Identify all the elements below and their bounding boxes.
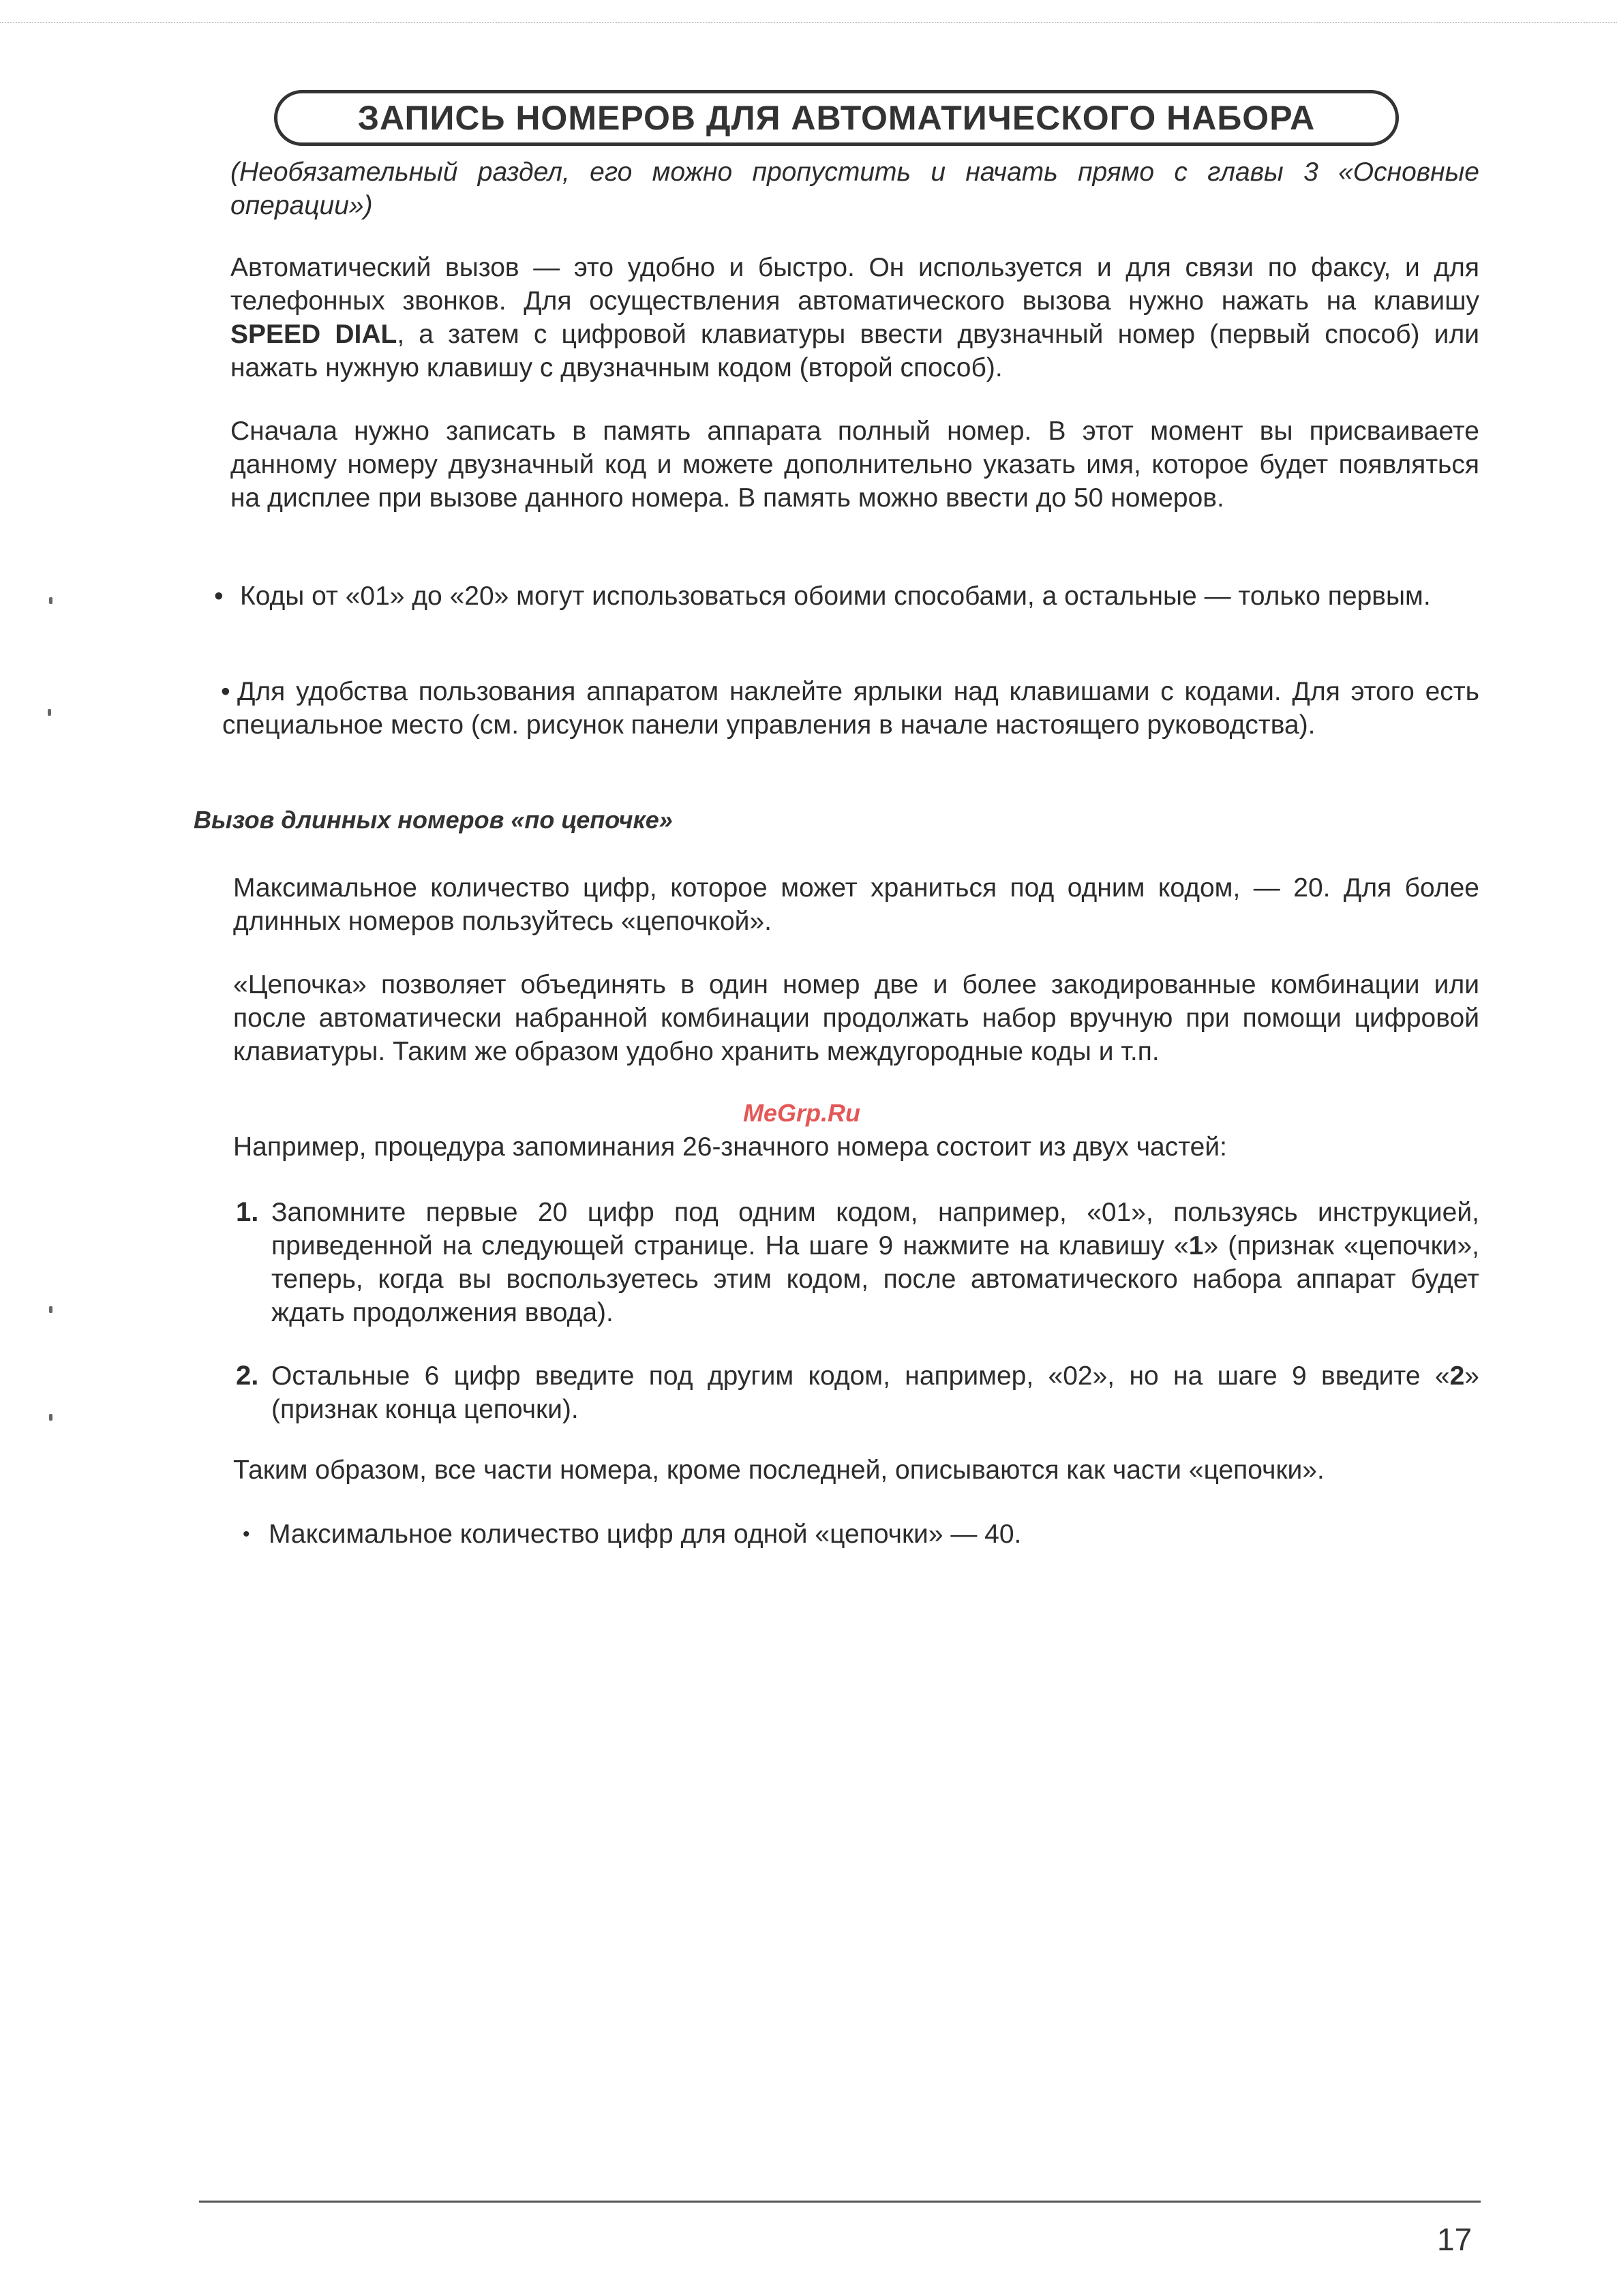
bullet-dot: • <box>243 1523 250 1545</box>
speed-dial-key-label: SPEED DIAL <box>230 320 397 349</box>
scan-speck <box>49 1414 52 1421</box>
step-2-text-b: » (признак конца цепочки). <box>271 1361 1479 1424</box>
bullet-codes-01-20: Коды от «01» до «20» могут использоваться обоими способами, а остальные — только первым. <box>240 581 1431 611</box>
intro-paragraph-2: Сначала нужно записать в память аппарата полный номер. В этот момент вы присваиваете данному номеру двузначный код и можете дополнительно указать имя, которое будет появляться на дисплее при вызове данного номера. В память можно ввести до 50 номеров. <box>230 417 1479 513</box>
section-subheading-chain: Вызов длинных номеров «по цепочке» <box>194 806 673 834</box>
scan-speck <box>48 709 51 716</box>
intro-paragraph-1 <box>230 251 1479 384</box>
intro-paragraph-1-text-a: Автоматический вызов — это удобно и быстро. Он используется и для связи по факсу, и для телефонных звонков. Для осуществления автоматического вызова нужно нажать на клавишу <box>230 253 1479 316</box>
key-1-label: 1 <box>1188 1231 1204 1260</box>
bullet-max-chain-digits: Максимальное количество цифр для одной «цепочки» — 40. <box>269 1520 1022 1549</box>
footer-rule <box>199 2201 1481 2203</box>
scan-speck <box>49 597 52 604</box>
bullet-dot: • <box>221 677 230 706</box>
bullet-labels: Для удобства пользования аппаратом наклейте ярлыки над клавишами с кодами. Для этого есть специальное место (см. рисунок панели управления в начале настоящего руководства). <box>222 677 1479 740</box>
watermark: MeGrp.Ru <box>743 1099 861 1127</box>
step-2-text-a: Остальные 6 цифр введите под другим кодом, например, «02», но на шаге 9 введите « <box>271 1361 1450 1391</box>
step-1-text <box>271 1196 1479 1329</box>
scan-top-edge <box>0 22 1617 23</box>
section-title-banner <box>274 90 1399 146</box>
page-number: 17 <box>1437 2222 1472 2257</box>
page-title: ЗАПИСЬ НОМЕРОВ ДЛЯ АВТОМАТИЧЕСКОГО НАБОРА <box>357 99 1316 137</box>
scan-speck <box>49 1306 52 1313</box>
chain-paragraph-4: Таким образом, все части номера, кроме последней, описываются как части «цепочки». <box>233 1455 1325 1485</box>
key-2-label: 2 <box>1449 1361 1465 1391</box>
chain-paragraph-2: «Цепочка» позволяет объединять в один номер две и более закодированные комбинации или после автоматически набранной комбинации продолжать набор вручную при помощи цифровой клавиатуры. Таким же образом удобно хранить междугородные коды и т.п. <box>233 970 1479 1066</box>
optional-section-note: (Необязательный раздел, его можно пропустить и начать прямо с главы 3 «Основные операции») <box>230 157 1479 220</box>
chain-paragraph-3: Например, процедура запоминания 26-значного номера состоит из двух частей: <box>233 1132 1227 1162</box>
step-1-text-b: » (признак «цепочки», теперь, когда вы воспользуетесь этим кодом, после автоматического набора аппарат будет ждать продолжения ввода). <box>271 1231 1479 1327</box>
step-2-text <box>271 1359 1479 1426</box>
step-1-text-a: Запомните первые 20 цифр под одним кодом, например, «01», пользуясь инструкцией, приведенной на следующей странице. На шаге 9 нажмите на клавишу « <box>271 1198 1479 1260</box>
chain-paragraph-1: Максимальное количество цифр, которое может храниться под одним кодом, — 20. Для более длинных номеров пользуйтесь «цепочкой». <box>233 873 1479 936</box>
bullet-dot: • <box>214 581 224 611</box>
intro-paragraph-1-text-b: , а затем с цифровой клавиатуры ввести двузначный номер (первый способ) или нажать нужную клавишу с двузначным кодом (второй способ). <box>230 320 1479 382</box>
step-2-number: 2. <box>236 1361 259 1391</box>
step-1-number: 1. <box>236 1197 259 1227</box>
